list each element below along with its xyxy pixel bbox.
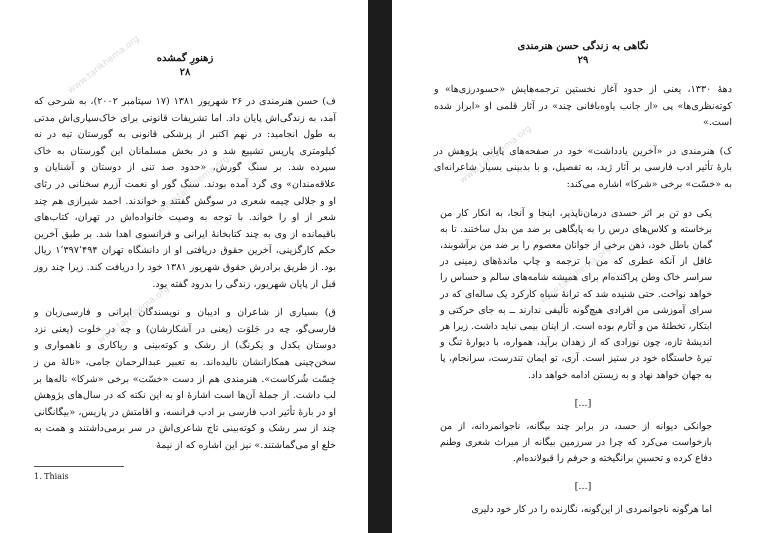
paragraph-f: ف) حسن هنرمندی در ۲۶ شهریور ۱۳۸۱ (۱۷ سپتامبر ۲۰۰۲)، به شرحی که آمد، به زندگی‌اش پایان داد. اما تشریفات قانونی برای خاک‌سپاری‌اش مدتی به طول انجامید: در نهم اکتبر از پزشکی قانونی به گورستان تیه در نه کیلومتری پاریس تشییع شد و در بخش مسلمانان این گورستان به خاک سپرده شد. بر سنگ گورش، «حدود صد تنی از دوستان و آشنایان و علاقه‌مندان» وی گرد آمده بودند. سنگ گور او نعمت آزرم سخنانی در رثای او و جلالی چیمه شعری در سوگش گفتند و خواندند. احمد شیرازی هم چند شعر از او را خواند. با توجه به وصیت خانواده‌اش در تهران، کتاب‌های باقیمانده از وی به چند کتابخانهٔ ایرانی و فرانسوی اهدا شد. بر طبق آخرین حکم کارگزینی، آخرین حقوق دریافتی او از دانشگاه تهران ۱٬۳۹۷٬۴۹۴ ریال بود. از طریق برادرش حقوق شهریور ۱۳۸۱ خود را دریافت کند. زیرا چند روز قبل از پایان شهریور، زندگی را بدرود گفته بود. <box>34 96 336 290</box>
right-page <box>392 0 768 533</box>
watermark: www.tarikhema.org <box>538 244 614 306</box>
block-quote: یکی دو تن بر اثر حسدی درمان‌ناپذیر، اینجا و آنجا، به انکار کار من برخاسته و کلاس‌های درس را به پایگاهی بر ضد من بدل ساختند. تا به گمان باطل خود، ذهن برخی از جوانان معصوم را بر ضد من برآشوبند، غافل از آنکه عطری که من با ترجمه و چاپ ماندهٔ‌های زمینی در سراسر خاک وطن پراکنده‌ام برای همیشه شامه‌های سالم و حساس را خواهد نواخت. حتی شنیده شد که ترانهٔ سیاه کارکرد یک ساله‌ای که در سرای آموزشی من افرادی هیچ‌گونه تألیفی ندارند ــ به جای حرکتی و ابتکار، تخطئهٔ من و آثارم بوده است. از اینان بیمی نباید داشت. زیرا هر اندیشهٔ تازه، چون نوزادی که از زهدان برآید، همواره، با دیوارهٔ تنگ و تیرهٔ خاستگاه خود در ستیز است. آری، تو ایمان تندرست، سرانجام، پا به جهان خواهد نهاد و به زیستن ادامه خواهد داد. <box>440 207 712 381</box>
block-quote: جوانکی دیوانه از حسد، در برابر چند بیگانه، ناجوانمردانه، از من بازخواست می‌کرد که چرا در سرزمین بیگانه از میراث شعری وطنم دفاع کرده و تحسینِ برانگیخته و حرفم را قبولانده‌ام. <box>440 420 712 465</box>
watermark: www.tarikhema.org <box>156 154 232 216</box>
watermark: www.tarikhema.org <box>96 284 172 346</box>
running-head-right: نگاهی به زندگی حسن هنرمندی <box>517 41 649 52</box>
page-number-left: ۲۸ <box>179 67 191 78</box>
running-head-left: زهنورِ گمشده <box>156 53 214 64</box>
paragraph-k: ک) هنرمندی در «آخرین یادداشت» خود در صفحه‌های پایانی پژوهش در بارهٔ تأثیر ادب فارسی بر آثار ژید، به تفصیل، و با بدبینی بسیار شاعرانه‌ای به «خسّت» برخی «شرکا» اشاره می‌کند: <box>434 145 732 190</box>
quote-ellipsis: [...] <box>574 397 592 409</box>
paragraph-continued: دههٔ ۱۳۳۰، یعنی از حدود آغاز نخستین ترجمه‌هایش «حسودرزی‌ها» و کوته‌نظری‌ها» پی «از جانب یاوه‌بافانی چند» در آثار قلمی او «ابراز شده است.» <box>434 84 733 129</box>
block-quote: اما هرگونه ناجوانمردی از این‌گونه، نگارنده را در کار خود دلیری <box>471 504 712 516</box>
watermark: www.tarikhema.org <box>66 34 142 96</box>
quote-ellipsis: [...] <box>574 481 592 493</box>
footnote: 1. Thiais <box>34 472 69 482</box>
paragraph-q: ق) بسیاری از شاعران و ادیبان و نویسندگان ایرانی و فارسی‌زبان و فارسی‌گو، چه در جَلوَت (یعنی در آشکارشان) و چه در خلوت (یعنی نزد دوستان یکدل و یکرنگ) از رشک و کوته‌بینی و ریاکاری و ناهمواری و سخن‌چینی همکارانشان نالیده‌اند. به تعبیر عبدالرحمان جامی، «نالهٔ من ز خِسّت شُرکاست». هنرمندی هم از دست «خسّت» برخی «شرکا» ناله‌ها بر لب داشت. از جملهٔ آن‌ها است اشارهٔ او به این نکته که در سال‌های پژوهش او در بارهٔ تأثیر ادب فارسی بر ادب فرانسه، و اقامتش در پاریس، «بیگانگانی چند از سر رشک و کوته‌بینی تاج شاعری‌اش در سر برمی‌داشتند و همت به خلع او می‌گماشتند.» نیز این اشاره که از نیمهٔ <box>34 307 336 451</box>
watermark: www.tarikhema.org <box>458 124 534 186</box>
footnote-rule <box>34 466 124 467</box>
page-number-right: ۲۹ <box>577 55 589 66</box>
left-page <box>0 0 368 533</box>
